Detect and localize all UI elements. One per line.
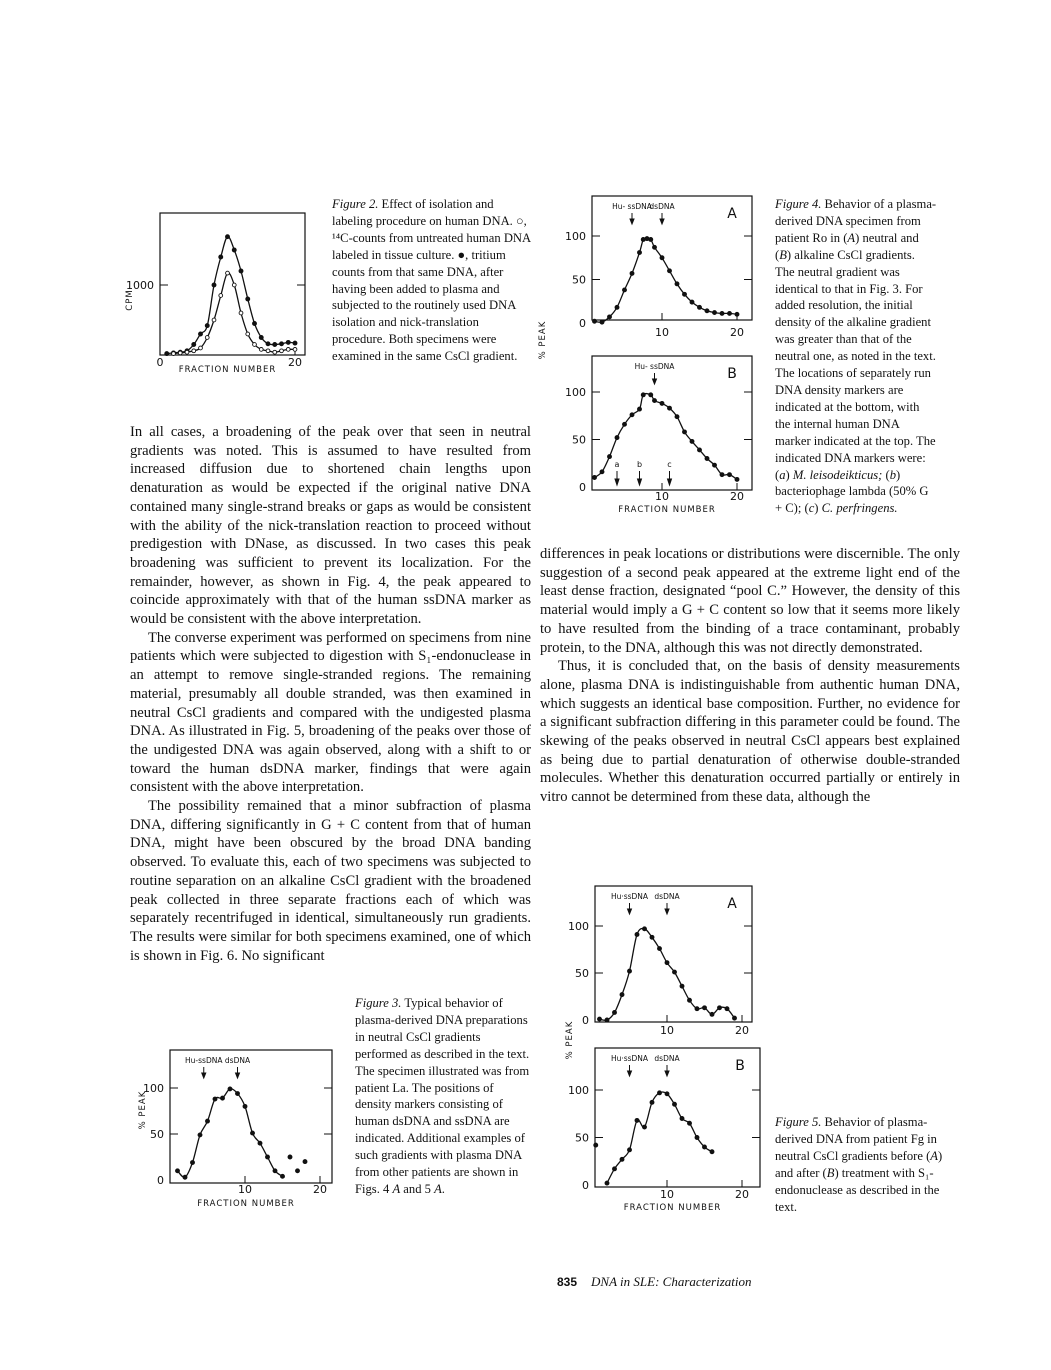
data-point bbox=[728, 473, 732, 477]
x-tick-label: 10 bbox=[238, 1183, 252, 1196]
data-point bbox=[246, 332, 250, 336]
marker-label: Hu·ssDNA bbox=[610, 1054, 649, 1063]
data-point bbox=[725, 1007, 729, 1011]
data-point bbox=[720, 311, 724, 315]
data-point bbox=[665, 961, 669, 965]
down-arrow-icon bbox=[628, 903, 632, 914]
fig4a-chart bbox=[538, 196, 752, 359]
data-point bbox=[293, 341, 297, 345]
data-point bbox=[608, 455, 612, 459]
down-arrow-icon bbox=[638, 471, 642, 485]
caption-text: ) and after ( bbox=[775, 1148, 943, 1180]
data-point bbox=[266, 1155, 270, 1159]
data-point bbox=[205, 336, 209, 340]
x-tick-label: 0 bbox=[156, 356, 164, 369]
data-point bbox=[690, 439, 694, 443]
x-tick-label: 20 bbox=[288, 356, 302, 369]
data-point bbox=[650, 1100, 654, 1104]
x-tick-label: 10 bbox=[655, 326, 669, 339]
data-point bbox=[680, 1117, 684, 1121]
data-point bbox=[690, 300, 694, 304]
data-point bbox=[673, 970, 677, 974]
data-point bbox=[688, 1121, 692, 1125]
data-point bbox=[665, 1092, 669, 1096]
caption-text: A bbox=[434, 1181, 442, 1196]
data-point bbox=[683, 430, 687, 434]
x-tick-label: 20 bbox=[735, 1024, 749, 1037]
paragraph: In all cases, a broadening of the peak over that seen in neutral gradients was noted. This is assumed to have resulted from increased diffusion due to shortened chain lengths upon denaturation as would be expected if the original native DNA contained many single-strand breaks or gaps as would be consistent with the ability of the nick-translation reaction to proceed without predigestion with DNase, as discussed. In two cases this peak broadening was sufficient to prevent its localization. For the remainder, however, as shown in Fig. 4, the peak appeared to coincide approximately with that of the human ssDNA marker as would be consistent with the above interpretation. bbox=[130, 424, 531, 628]
x-tick-label: 10 bbox=[660, 1024, 674, 1037]
marker-label: dsDNA bbox=[654, 892, 680, 901]
data-point bbox=[649, 393, 653, 397]
data-point bbox=[635, 932, 639, 936]
data-point bbox=[713, 311, 717, 315]
down-arrow-icon bbox=[668, 471, 672, 485]
data-point bbox=[288, 1155, 292, 1159]
marker-label: dsDNA bbox=[654, 1054, 680, 1063]
data-point bbox=[593, 476, 597, 480]
y-tick-label: 0 bbox=[582, 1179, 589, 1192]
data-point bbox=[232, 283, 236, 287]
data-point bbox=[605, 1181, 609, 1185]
data-point bbox=[649, 237, 653, 241]
data-point bbox=[630, 271, 634, 275]
y-tick-label: 50 bbox=[575, 967, 589, 980]
data-point bbox=[643, 1125, 647, 1129]
data-point bbox=[653, 245, 657, 249]
data-point bbox=[615, 436, 619, 440]
y-tick-label: 100 bbox=[143, 1082, 164, 1095]
down-arrow-icon bbox=[630, 213, 634, 224]
down-arrow-icon bbox=[665, 903, 669, 914]
data-point bbox=[638, 407, 642, 411]
data-point bbox=[165, 352, 169, 356]
caption-text: a bbox=[779, 467, 786, 482]
caption-text: ( bbox=[882, 467, 890, 482]
data-point bbox=[705, 457, 709, 461]
data-point bbox=[733, 1016, 737, 1020]
data-point bbox=[280, 342, 284, 346]
y-tick-label: 100 bbox=[565, 386, 586, 399]
y-tick-label: 0 bbox=[579, 317, 586, 330]
data-point bbox=[675, 282, 679, 286]
fig5b-chart bbox=[568, 1048, 760, 1213]
data-point bbox=[205, 324, 209, 328]
data-point bbox=[253, 322, 257, 326]
x-tick-label: 20 bbox=[735, 1188, 749, 1201]
data-point bbox=[228, 1087, 232, 1091]
data-point bbox=[273, 343, 277, 347]
paragraph: Thus, it is concluded that, on the basis of density measurements alone, plasma DNA is indistinguishable from authentic human DNA, which suggests an identical base composition. Further, no evidence for a significant subfraction differing in this parameter could be found. The skewing of the peaks observed in neutral CsCl appears best explained as being due to partial denaturation of otherwise double-stranded molecules. Whether this denaturation occurred partially or entirely in vitro cannot be determined from these data, although the bbox=[540, 658, 960, 806]
data-point bbox=[226, 235, 230, 239]
data-point bbox=[710, 1150, 714, 1154]
data-point bbox=[658, 1091, 662, 1095]
marker-label: Hu- ssDNA bbox=[612, 202, 652, 211]
caption-text: ) neutral and ( bbox=[775, 230, 919, 262]
data-point bbox=[273, 1169, 277, 1173]
caption-text: ) bbox=[814, 501, 822, 516]
data-point bbox=[600, 320, 604, 324]
caption-text: ) bacteriophage lambda (50% G + C); ( bbox=[775, 467, 929, 516]
x-axis-label: FRACTION NUMBER bbox=[178, 365, 277, 375]
panel-label: A bbox=[727, 206, 737, 222]
data-point bbox=[688, 998, 692, 1002]
data-point bbox=[705, 309, 709, 313]
caption-text: Effect of isolation and labeling procedure on human DNA. ○, ¹⁴C-counts from untreated human DNA labeled in tissue culture. ●, tritium counts from that same DNA, after having been added to plasma and subjected to the routinely used DNA isolation and nick-translation procedure. Both specimens were examined in the same CsCl gradient. bbox=[332, 197, 531, 364]
data-point bbox=[600, 470, 604, 474]
data-point bbox=[243, 1104, 247, 1108]
x-axis-label: FRACTION NUMBER bbox=[618, 505, 716, 515]
y-axis-label: CPM bbox=[125, 289, 135, 311]
data-point bbox=[226, 271, 230, 275]
data-point bbox=[620, 1157, 624, 1161]
data-point bbox=[192, 349, 196, 353]
data-point bbox=[680, 984, 684, 988]
x-axis-label: FRACTION NUMBER bbox=[197, 1199, 295, 1209]
caption-text: ) bbox=[785, 467, 793, 482]
data-point bbox=[253, 343, 257, 347]
caption-text: b bbox=[889, 467, 897, 482]
data-point bbox=[178, 351, 182, 355]
data-point bbox=[280, 349, 284, 353]
data-point bbox=[258, 1141, 262, 1145]
data-point bbox=[620, 993, 624, 997]
data-point bbox=[635, 1118, 639, 1122]
data-point bbox=[660, 256, 664, 260]
data-point bbox=[296, 1169, 300, 1173]
down-arrow-icon bbox=[653, 373, 657, 384]
caption-text: c bbox=[808, 501, 815, 516]
caption-text: A bbox=[392, 1181, 401, 1196]
data-point bbox=[718, 1006, 722, 1010]
fig2-chart bbox=[125, 213, 305, 375]
data-point bbox=[251, 1131, 255, 1135]
data-point bbox=[668, 269, 672, 273]
data-point bbox=[219, 255, 223, 259]
data-point bbox=[239, 269, 243, 273]
marker-label: dsDNA bbox=[649, 202, 675, 211]
paragraph: differences in peak locations or distributions were discernible. The only suggestion of a second peak appeared at the extreme light end of the least dense fraction, designated “pool C.” However, the density of this material would imply a G + C content so low that it seems more likely to have resulted from the binding of a trace contaminant, probably protein, to the DNA, although this was not directly demonstrated. bbox=[540, 546, 960, 656]
caption-text: A bbox=[847, 230, 856, 245]
data-point bbox=[653, 399, 657, 403]
data-point bbox=[623, 288, 627, 292]
y-axis-label: % PEAK bbox=[565, 1020, 575, 1060]
caption-text: Behavior of a plasma-derived DNA specimen from patient Ro in ( bbox=[775, 197, 937, 245]
data-point bbox=[232, 248, 236, 252]
data-point bbox=[710, 1012, 714, 1016]
data-point bbox=[660, 401, 664, 405]
data-point bbox=[239, 311, 243, 315]
y-axis-label: % PEAK bbox=[138, 1090, 148, 1130]
data-point bbox=[673, 1102, 677, 1106]
data-point bbox=[608, 315, 612, 319]
down-arrow-icon bbox=[236, 1067, 240, 1078]
x-tick-label: 20 bbox=[313, 1183, 327, 1196]
caption-text: B bbox=[779, 247, 787, 262]
data-point bbox=[185, 350, 189, 354]
data-point bbox=[695, 1007, 699, 1011]
data-point bbox=[266, 349, 270, 353]
fig3-chart bbox=[138, 1050, 332, 1209]
data-point bbox=[176, 1169, 180, 1173]
data-point bbox=[713, 463, 717, 467]
y-axis-label: % PEAK bbox=[538, 320, 548, 360]
x-tick-label: 20 bbox=[730, 490, 744, 503]
down-arrow-icon bbox=[628, 1065, 632, 1076]
data-point bbox=[630, 413, 634, 417]
data-point bbox=[628, 969, 632, 973]
data-point bbox=[199, 332, 203, 336]
y-tick-label: 50 bbox=[575, 1131, 589, 1145]
data-point bbox=[293, 348, 297, 352]
data-point bbox=[658, 947, 662, 951]
data-point bbox=[213, 1097, 217, 1101]
data-point bbox=[266, 342, 270, 346]
data-point bbox=[605, 1018, 609, 1022]
marker-label: Hu-ssDNA bbox=[185, 1056, 223, 1065]
data-point bbox=[641, 393, 645, 397]
data-point bbox=[703, 1145, 707, 1149]
panel-label: A bbox=[727, 896, 737, 912]
data-point bbox=[281, 1174, 285, 1178]
caption-text: ) treatment with S₁-endonuclease as described in the text. bbox=[775, 1165, 940, 1214]
data-point bbox=[735, 477, 739, 481]
data-point bbox=[183, 1175, 187, 1179]
data-point bbox=[720, 473, 724, 477]
series-curve bbox=[595, 238, 738, 322]
data-point bbox=[236, 1092, 240, 1096]
y-tick-label: 1000 bbox=[126, 279, 154, 292]
marker-label: dsDNA bbox=[224, 1056, 251, 1065]
data-point bbox=[303, 1160, 307, 1164]
data-point bbox=[259, 348, 263, 352]
data-point bbox=[735, 312, 739, 316]
page-number: 835 bbox=[557, 1275, 578, 1289]
panel-label: B bbox=[727, 366, 737, 382]
data-point bbox=[638, 251, 642, 255]
data-point bbox=[594, 1143, 598, 1147]
data-point bbox=[221, 1096, 225, 1100]
data-point bbox=[198, 1133, 202, 1137]
data-point bbox=[728, 311, 732, 315]
y-tick-label: 50 bbox=[572, 433, 586, 447]
y-tick-label: 100 bbox=[568, 1084, 589, 1097]
data-point bbox=[695, 1136, 699, 1140]
marker-label: c bbox=[667, 460, 672, 469]
data-point bbox=[675, 415, 679, 419]
y-tick-label: 100 bbox=[568, 920, 589, 933]
caption-text: . bbox=[441, 1181, 445, 1196]
y-tick-label: 100 bbox=[565, 230, 586, 243]
marker-label: b bbox=[636, 460, 643, 469]
series-curve bbox=[167, 237, 295, 354]
data-point bbox=[212, 283, 216, 287]
down-arrow-icon bbox=[615, 471, 619, 485]
figure-label: Figure 3. bbox=[355, 996, 402, 1010]
caption-text: Behavior of plasma-derived DNA from patient Fg in neutral CsCl gradients before ( bbox=[775, 1115, 937, 1163]
running-title: DNA in SLE: Characterization bbox=[591, 1274, 752, 1289]
series-curve bbox=[600, 928, 735, 1020]
y-tick-label: 50 bbox=[572, 273, 586, 287]
y-tick-label: 50 bbox=[150, 1128, 164, 1141]
caption-text: B bbox=[826, 1165, 835, 1180]
caption-text: Typical behavior of plasma-derived DNA preparations in neutral CsCl gradients performed as described in the text. The specimen illustrated was from patient La. The positions of density markers consisting of human dsDNA and ssDNA are indicated. Additional examples of such gradients with plasma DNA from other patients are shown in Figs. 4 bbox=[355, 996, 530, 1196]
data-point bbox=[191, 1161, 195, 1165]
figure-label: Figure 5. bbox=[775, 1115, 822, 1129]
data-point bbox=[246, 297, 250, 301]
data-point bbox=[615, 305, 619, 309]
data-point bbox=[698, 305, 702, 309]
data-point bbox=[598, 1017, 602, 1021]
data-point bbox=[259, 336, 263, 340]
marker-label: Hu·ssDNA bbox=[610, 892, 649, 901]
paragraph: The possibility remained that a minor subfraction of plasma DNA, differing significantly in G + C content from that of human DNA, might have been obscured by the broad DNA banding observed. To evaluate this, each of two specimens was subjected to routine separation on an alkaline CsCl gradient with the broadened peak collected in three separate fractions each of which was separately recentrifuged in identical, simultaneously run gradients. The results were similar for both specimens examined, one of which is shown in Fig. 6. No significant bbox=[130, 798, 531, 964]
data-point bbox=[206, 1119, 210, 1123]
figure-label: Figure 2. bbox=[332, 197, 379, 211]
data-point bbox=[286, 340, 290, 344]
down-arrow-icon bbox=[665, 1065, 669, 1076]
panel-label: B bbox=[735, 1058, 745, 1074]
data-point bbox=[199, 346, 203, 350]
data-point bbox=[668, 406, 672, 410]
data-point bbox=[683, 292, 687, 296]
caption-text: A bbox=[930, 1148, 938, 1163]
data-point bbox=[593, 319, 597, 323]
data-point bbox=[172, 352, 176, 356]
fig5a-chart bbox=[565, 886, 752, 1059]
data-point bbox=[703, 1006, 707, 1010]
data-point bbox=[219, 294, 223, 298]
x-axis-label: FRACTION NUMBER bbox=[623, 1203, 722, 1213]
paragraph: The converse experiment was performed on specimens from nine patients which were subjected to digestion with S₁-endonuclease in an attempt to remove single-stranded regions. The remaining material, presumably all double stranded, was then examined in neutral CsCl gradients and compared with the undigested plasma DNA. As illustrated in Fig. 5, broadening of the peaks over those of the undigested DNA was again observed, along with a shift to or toward the human dsDNA marker, findings that were again consistent with the above interpretation. bbox=[130, 629, 531, 796]
figure-label: Figure 4. bbox=[775, 197, 822, 211]
y-tick-label: 0 bbox=[582, 1014, 589, 1027]
data-point bbox=[273, 350, 277, 354]
data-point bbox=[613, 1167, 617, 1171]
data-point bbox=[698, 448, 702, 452]
data-point bbox=[623, 422, 627, 426]
data-point bbox=[643, 927, 647, 931]
fig4b-chart bbox=[565, 356, 752, 515]
marker-label: Hu- ssDNA bbox=[634, 362, 675, 371]
caption-text: ) alkaline CsCl gradients. The neutral gradient was identical to that in Fig. 3. For added resolution, the initial density of the alkaline gradient was greater than that of the neutral one, as noted in the text. The locations of separately run DNA density markers are indicated at the bottom, with the internal human DNA marker indicated at the top. The indicated DNA markers were: ( bbox=[775, 247, 936, 482]
down-arrow-icon bbox=[660, 213, 664, 224]
data-point bbox=[286, 348, 290, 352]
caption-text: C. perfringens. bbox=[821, 501, 898, 516]
page-footer bbox=[557, 1274, 752, 1290]
x-tick-label: 10 bbox=[660, 1188, 674, 1201]
x-tick-label: 10 bbox=[655, 490, 669, 503]
data-point bbox=[650, 935, 654, 939]
down-arrow-icon bbox=[202, 1067, 206, 1078]
y-tick-label: 0 bbox=[157, 1174, 164, 1187]
data-point bbox=[212, 318, 216, 322]
caption-text: and 5 bbox=[400, 1181, 435, 1196]
data-point bbox=[628, 1148, 632, 1152]
x-tick-label: 20 bbox=[730, 326, 744, 339]
data-point bbox=[192, 343, 196, 347]
y-tick-label: 0 bbox=[579, 481, 586, 494]
data-point bbox=[613, 1010, 617, 1014]
marker-label: a bbox=[614, 460, 620, 469]
caption-text: M. leisodeikticus; bbox=[792, 467, 883, 482]
